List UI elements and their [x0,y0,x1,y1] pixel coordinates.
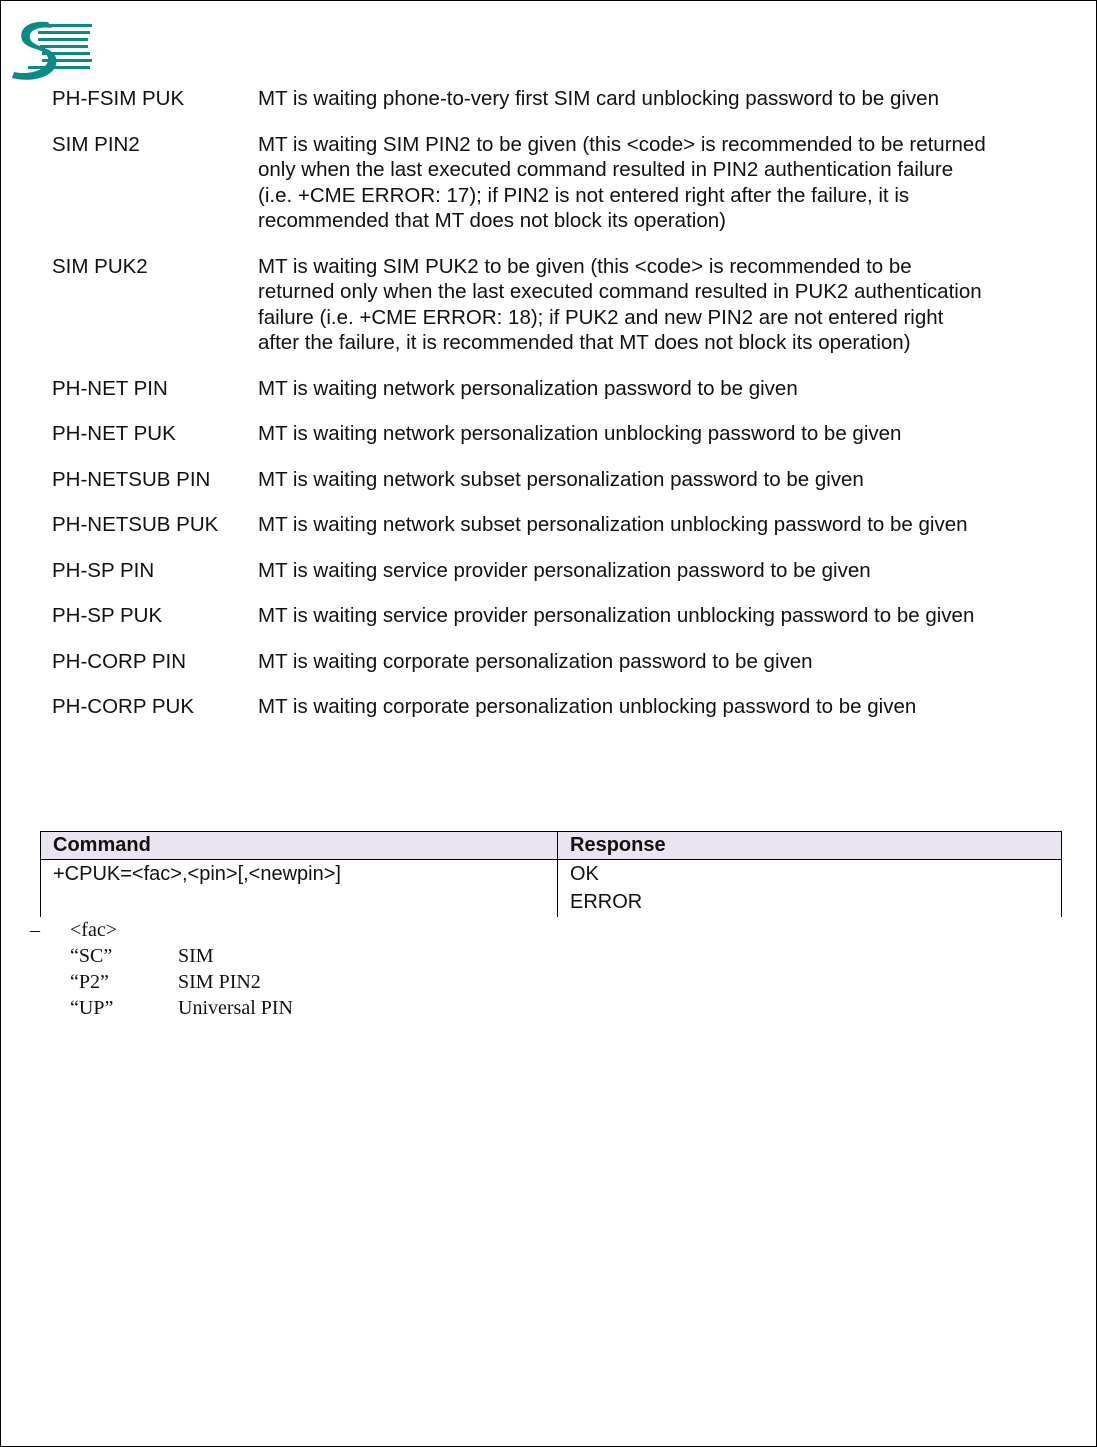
code-name: PH-NETSUB PIN [52,467,211,491]
parameter-description: SIM PIN2 [178,971,261,993]
table-header-row [40,831,1062,860]
list-item [52,132,1062,234]
list-item [52,421,1062,447]
code-name: PH-SP PIN [52,558,155,582]
company-logo [8,18,94,82]
list-item [52,558,1062,584]
code-description: MT is waiting SIM PIN2 to be given (this <code> is recommended to be returned only when the last executed command resulted in PIN2 authentication failure (i.e. +CME ERROR: 17); if PIN2 is not entered right after the failure, it is recommended that MT does not block its operation) [258,132,986,232]
list-item [30,995,293,1021]
code-name: SIM PUK2 [52,254,148,278]
code-description: MT is waiting corporate personalization unblocking password to be given [258,695,917,718]
parameter-heading [30,917,293,943]
code-description: MT is waiting service provider personalization password to be given [258,558,871,582]
code-name: PH-CORP PUK [52,695,195,718]
header-command: Command [41,832,558,859]
code-description: MT is waiting service provider personalization unblocking password to be given [258,604,975,627]
table-row [40,860,1062,917]
bullet-dash: – [30,919,40,941]
code-description: MT is waiting network subset personalization unblocking password to be given [258,513,968,536]
code-name: PH-NETSUB PUK [52,513,219,536]
code-description: MT is waiting phone-to-very first SIM card unblocking password to be given [258,87,939,110]
parameter-value: “SC” [70,945,113,967]
list-item [52,512,1062,538]
code-description: MT is waiting SIM PUK2 to be given (this <code> is recommended to be returned only when the last executed command resulted in PUK2 authentication failure (i.e. +CME ERROR: 18); if PUK2 and new PIN2 are not entered right after the failure, it is recommended that MT does not block its operation) [258,254,982,354]
command-cell: +CPUK=<fac>,<pin>[,<newpin>] [41,860,558,917]
code-description: MT is waiting network subset personalization password to be given [258,467,864,491]
response-ok: OK [570,863,599,885]
parameter-description: SIM [178,945,214,967]
parameter-value: “P2” [70,971,109,993]
code-name: PH-NET PUK [52,422,176,445]
header-response: Response [570,834,666,856]
parameter-title: <fac> [70,919,117,941]
code-name: PH-FSIM PUK [52,87,185,110]
parameter-description: Universal PIN [178,997,293,1019]
code-name: PH-CORP PIN [52,649,187,673]
list-item [30,943,293,969]
response-error: ERROR [570,891,643,913]
list-item [52,86,1062,112]
code-name: PH-SP PUK [52,604,163,627]
command-table [40,831,1062,917]
list-item [52,254,1062,356]
code-name: PH-NET PIN [52,376,168,400]
list-item [52,376,1062,402]
list-item [30,969,293,995]
list-item [52,694,1062,720]
code-name: SIM PIN2 [52,132,140,156]
code-description: MT is waiting network personalization password to be given [258,376,798,400]
code-description: MT is waiting corporate personalization password to be given [258,649,813,673]
list-item [52,649,1062,675]
parameter-value: “UP” [70,997,114,1019]
list-item [52,603,1062,629]
code-description: MT is waiting network personalization unblocking password to be given [258,422,902,445]
status-code-list [52,86,1062,740]
list-item [52,467,1062,493]
parameter-list [30,917,293,1021]
response-cell [558,860,1061,917]
